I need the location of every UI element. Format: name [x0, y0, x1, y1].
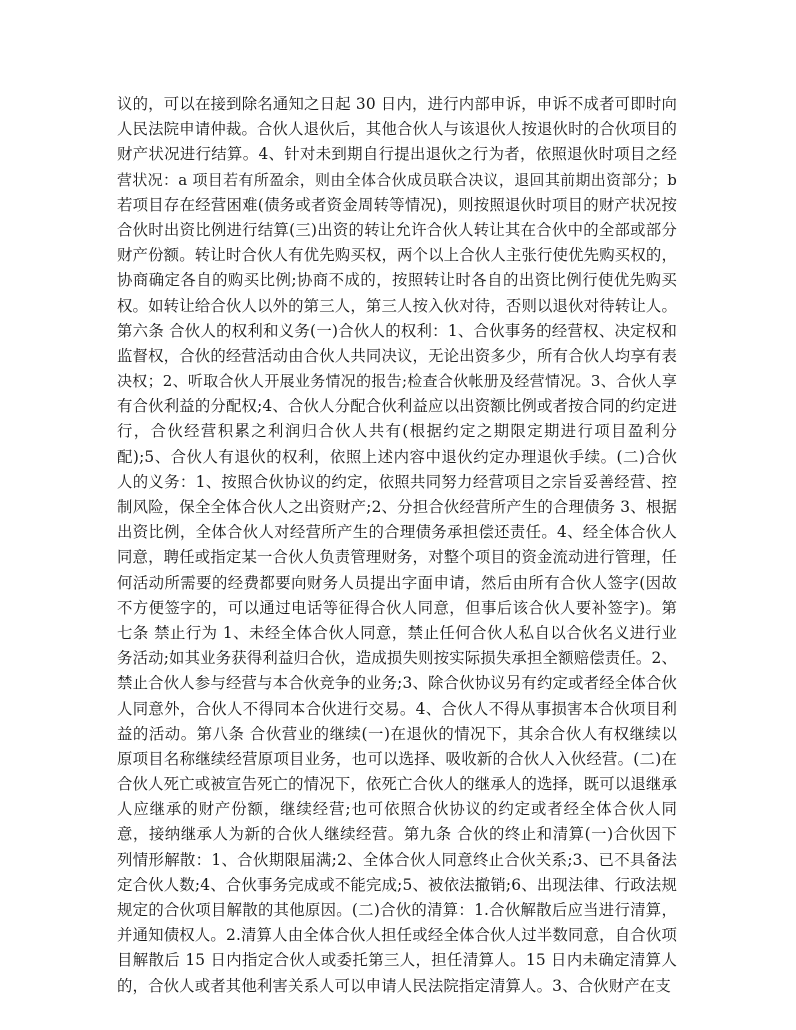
- text-line: 权。如转让给合伙人以外的第三人，第三人按入伙对待，否则以退伙对待转让人。: [117, 296, 677, 315]
- text-line: 人应继承的财产份额，继续经营;也可依照合伙协议的约定或者经全体合伙人同: [117, 800, 677, 819]
- text-line: 同意，聘任或指定某一合伙人负责管理财务，对整个项目的资金流动进行管理，任: [117, 548, 677, 567]
- text-line: 财产状况进行结算。4、针对未到期自行提出退伙之行为者，依照退伙时项目之经: [117, 145, 677, 164]
- text-line: 原项目名称继续经营原项目业务，也可以选择、吸收新的合伙人入伙经营。(二)在: [117, 749, 677, 768]
- text-line: 监督权，合伙的经营活动由合伙人共同决议，无论出资多少，所有合伙人均享有表: [117, 346, 677, 365]
- text-line: 列情形解散：1、合伙期限届满;2、全体合伙人同意终止合伙关系;3、已不具备法: [117, 850, 677, 869]
- text-line: 并通知债权人。2.清算人由全体合伙人担任或经全体合伙人过半数同意，自合伙项: [117, 926, 677, 945]
- text-line: 益的活动。第八条 合伙营业的继续(一)在退伙的情况下，其余合伙人有权继续以: [117, 724, 677, 743]
- text-line: 规定的合伙项目解散的其他原因。(二)合伙的清算：1.合伙解散后应当进行清算，: [117, 901, 677, 919]
- text-line: 目解散后 15 日内指定合伙人或委托第三人，担任清算人。15 日内未确定清算人: [117, 951, 677, 970]
- text-line: 决权；2、听取合伙人开展业务情况的报告;检查合伙帐册及经营情况。3、合伙人享: [117, 372, 677, 391]
- text-line: 制风险，保全全体合伙人之出资财产;2、分担合伙经营所产生的合理债务 3、根据: [117, 498, 677, 516]
- text-line: 务活动;如其业务获得利益归合伙，造成损失则按实际损失承担全额赔偿责任。2、: [117, 649, 677, 668]
- text-line: 定合伙人数;4、合伙事务完成或不能完成;5、被依法撤销;6、出现法律、行政法规: [117, 875, 677, 894]
- text-line: 营状况：a 项目若有所盈余，则由全体合伙成员联合决议，退回其前期出资部分；b: [117, 170, 677, 189]
- text-line: 不方便签字的，可以通过电话等征得合伙人同意，但事后该合伙人要补签字)。第: [117, 598, 677, 617]
- text-line: 行，合伙经营积累之利润归合伙人共有(根据约定之期限定期进行项目盈利分: [117, 422, 677, 441]
- text-line: 意，接纳继承人为新的合伙人继续经营。第九条 合伙的终止和清算(一)合伙因下: [117, 825, 677, 844]
- body-text: [117, 92, 677, 999]
- text-line: 有合伙利益的分配权;4、合伙人分配合伙利益应以出资额比例或者按合同的约定进: [117, 397, 677, 416]
- text-line: 人同意外，合伙人不得同本合伙进行交易。4、合伙人不得从事损害本合伙项目利: [117, 699, 677, 718]
- text-line: 的，合伙人或者其他利害关系人可以申请人民法院指定清算人。3、合伙财产在支: [117, 976, 671, 995]
- text-line: 配);5、合伙人有退伙的权利，依照上述内容中退伙约定办理退伙手续。(二)合伙: [117, 447, 677, 466]
- text-line: 人的义务：1、按照合伙协议的约定，依照共同努力经营项目之宗旨妥善经营、控: [117, 472, 677, 491]
- text-line: 合伙时出资比例进行结算(三)出资的转让允许合伙人转让其在合伙中的全部或部分: [117, 220, 677, 239]
- text-line: 第六条 合伙人的权利和义务(一)合伙人的权利：1、合伙事务的经营权、决定权和: [117, 321, 677, 340]
- text-line: 七条 禁止行为 1、未经全体合伙人同意，禁止任何合伙人私自以合伙名义进行业: [117, 623, 677, 642]
- text-line: 人民法院申请仲裁。合伙人退伙后，其他合伙人与该退伙人按退伙时的合伙项目的: [117, 120, 677, 139]
- text-line: 出资比例，全体合伙人对经营所产生的合理债务承担偿还责任。4、经全体合伙人: [117, 523, 677, 542]
- text-line: 何活动所需要的经费都要向财务人员提出字面申请，然后由所有合伙人签字(因故: [117, 573, 677, 592]
- text-line: 议的，可以在接到除名通知之日起 30 日内，进行内部申诉，申诉不成者可即时向: [117, 95, 677, 113]
- text-line: 财产份额。转让时合伙人有优先购买权，两个以上合伙人主张行使优先购买权的，: [117, 246, 677, 265]
- text-line: 若项目存在经营困难(债务或者资金周转等情况)，则按照退伙时项目的财产状况按: [117, 195, 677, 214]
- text-line: 协商确定各自的购买比例;协商不成的，按照转让时各自的出资比例行使优先购买: [117, 271, 677, 290]
- text-line: 禁止合伙人参与经营与本合伙竞争的业务;3、除合伙协议另有约定或者经全体合伙: [117, 674, 677, 693]
- text-line: 合伙人死亡或被宣告死亡的情况下，依死亡合伙人的继承人的选择，既可以退继承: [117, 775, 677, 794]
